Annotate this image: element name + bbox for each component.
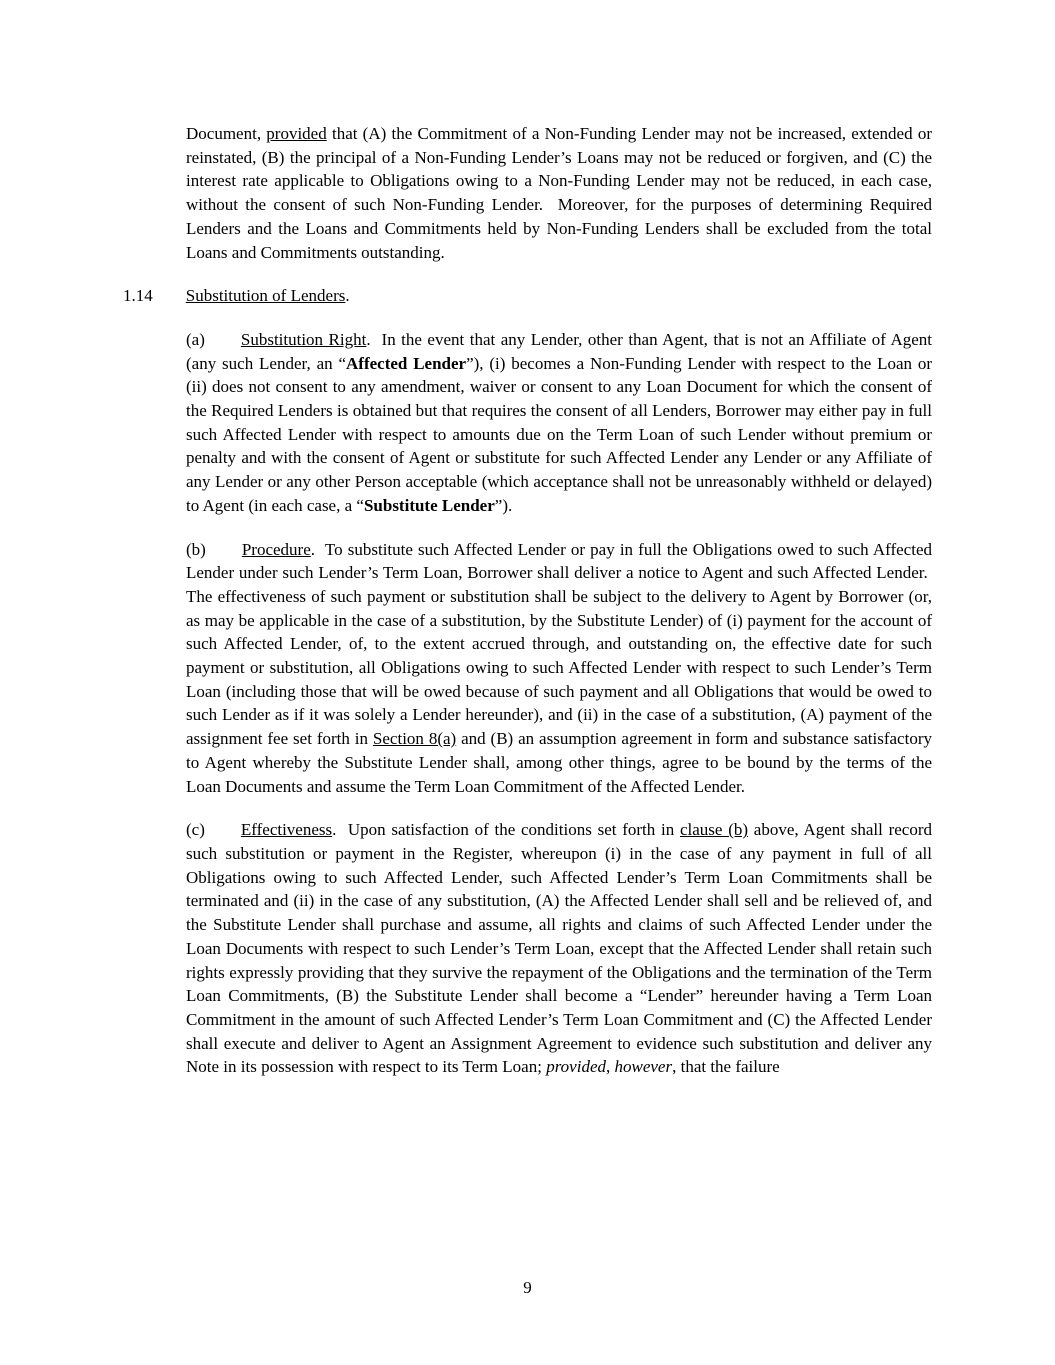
- paragraph-continuation: [186, 122, 932, 264]
- paragraph-a-substitution-right: [186, 328, 932, 518]
- section-heading-1-14: [123, 284, 932, 308]
- text-run: . Upon satisfaction of the conditions set forth in: [332, 820, 680, 840]
- page-number: 9: [523, 1278, 532, 1297]
- text-run: however: [614, 1057, 673, 1077]
- text-run: , that the failure: [672, 1057, 780, 1077]
- text-run: (b): [186, 539, 206, 559]
- text-run: Substitution of Lenders: [185, 286, 346, 306]
- paragraph-c-effectiveness: [186, 818, 932, 1079]
- document-body: [123, 122, 932, 1099]
- text-run: (a): [186, 329, 205, 349]
- text-run: (c): [186, 820, 205, 840]
- text-run: ”), (i) becomes a Non-Funding Lender with respect to the Loan or (ii) does not consent to any amendment, waiver or consent to any Loan Document for which the consent of the Required Lenders is obtained but that requires the consent of all Lenders, Borrower may either pay in full such Affected Lender with respect to amounts due on the Term Loan of such Lender without premium or penalty and with the consent of Agent or substitute for such Affected Lender any Lender or any Affiliate of any Lender or any other Person acceptable (which acceptance shall not be unreasonably withheld or delayed) to Agent (in each case, a “: [186, 353, 932, 515]
- text-run: 1.14: [123, 286, 153, 306]
- text-run: ,: [606, 1057, 615, 1077]
- text-run: . To substitute such Affected Lender or pay in full the Obligations owed to such Affected Lender under such Lender’s Term Loan, Borrower shall deliver a notice to Agent and such Affected Lender. The effectiveness of such payment or substitution shall be subject to the delivery to Agent by Borrower (or, as may be applicable in the case of a substitution, by the Substitute Lender) of (i) payment for the account of such Affected Lender, of, to the extent accrued through, and outstanding on, the effective date for such payment or substitution, all Obligations owing to such Affected Lender with respect to such Lender’s Term Loan (including those that will be owed because of such payment and all Obligations that would be owed to such Lender as if it was solely a Lender hereunder), and (ii) in the case of a substitution, (A) payment of the assignment fee set forth in: [186, 539, 932, 749]
- text-run: provided: [266, 124, 327, 143]
- text-run: Affected Lender: [346, 353, 467, 373]
- text-run: Procedure: [241, 539, 311, 559]
- text-run: and (B) an assumption agreement in form and substance satisfactory to Agent whereby the Substitute Lender shall, among other things, agree to be bound by the terms of the Loan Documents and assume the Term Loan Commitment of the Affected Lender.: [186, 729, 932, 796]
- text-run: clause (b): [679, 820, 749, 840]
- text-run: . In the event that any Lender, other than Agent, that is not an Affiliate of Agent (any such Lender, an “: [186, 329, 932, 373]
- text-run: above, Agent shall record such substitution or payment in the Register, whereupon (i) in the case of any payment in full of all Obligations owing to such Affected Lender, such Affected Lender’s Term Loan Commitments shall be terminated and (ii) in the case of any substitution, (A) the Affected Lender shall sell and be relieved of, and the Substitute Lender shall purchase and assume, all rights and claims of such Affected Lender under the Loan Documents with respect to such Lender’s Term Loan, except that the Affected Lender shall retain such rights expressly providing that they survive the repayment of the Obligations and the termination of the Term Loan Commitments, (B) the Substitute Lender shall become a “Lender” hereunder having a Term Loan Commitment in the amount of such Affected Lender’s Term Loan Commitment and (C) the Affected Lender shall execute and deliver to Agent an Assignment Agreement to evidence such substitution and deliver any Note in its possession with respect to its Term Loan;: [186, 820, 932, 1077]
- text-run: Effectiveness: [240, 820, 333, 840]
- text-run: .: [345, 286, 350, 306]
- text-run: Document,: [186, 124, 267, 143]
- text-run: provided: [546, 1057, 606, 1077]
- text-run: ”).: [494, 495, 513, 515]
- text-run: Substitution Right: [240, 329, 367, 349]
- text-run: that (A) the Commitment of a Non-Funding Lender may not be increased, extended or reinstated, (B) the principal of a Non-Funding Lender’s Loans may not be reduced or forgiven, and (C) the interest rate applicable to Obligations owing to a Non-Funding Lender may not be reduced, in each case, without the consent of such Non-Funding Lender. Moreover, for the purposes of determining Required Lenders and the Loans and Commitments held by Non-Funding Lenders shall be excluded from the total Loans and Commitments outstanding.: [186, 124, 932, 262]
- text-run: Section 8(a): [372, 729, 457, 749]
- paragraph-b-procedure: [186, 538, 932, 799]
- text-run: Substitute Lender: [363, 495, 495, 515]
